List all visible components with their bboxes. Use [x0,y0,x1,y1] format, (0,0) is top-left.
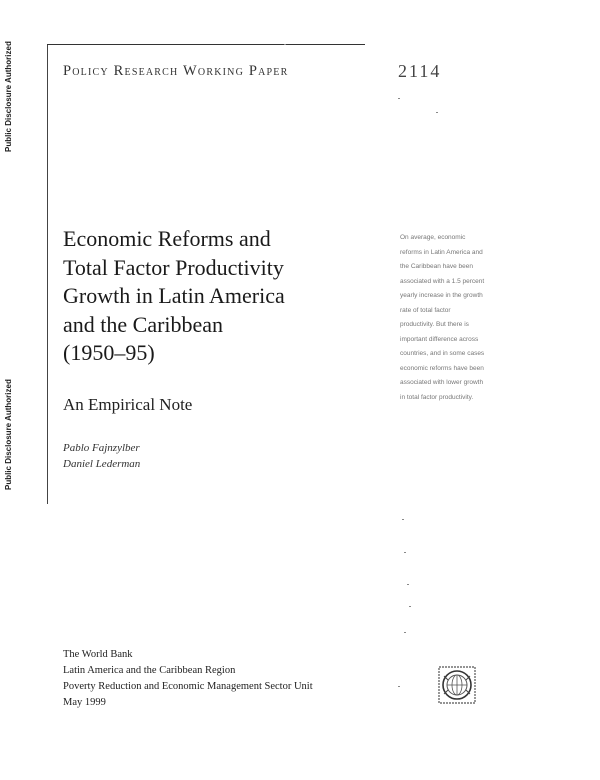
scan-speck [407,584,409,585]
abstract-line: important difference across [400,335,479,343]
paper-subtitle: An Empirical Note [63,395,193,414]
disclosure-stamp-top: Public Disclosure Authorized [4,41,13,152]
title-line: Total Factor Productivity [63,254,284,280]
scan-speck [409,606,411,607]
scan-speck [398,98,400,99]
disclosure-stamp-middle: Public Disclosure Authorized [4,379,13,490]
publisher-line: The World Bank [63,649,133,660]
abstract-line: in total factor productivity. [400,393,474,401]
publisher-line: Latin America and the Caribbean Region [63,665,236,676]
scan-speck [284,44,286,45]
series-title: Policy Research Working Paper [63,63,289,79]
abstract-line: economic reforms have been [400,364,484,372]
author-list [63,440,140,472]
abstract-line: associated with lower growth [400,379,484,386]
title-line: Economic Reforms and [63,226,271,251]
scan-speck [436,112,438,113]
publisher-block [63,647,313,711]
scan-speck [404,552,406,553]
abstract-line: productivity. But there is [400,321,469,328]
header-rule [47,44,365,45]
paper-title [63,225,363,368]
abstract-line: On average, economic [400,234,466,241]
abstract-summary [400,231,540,405]
abstract-line: yearly increase in the growth [400,292,483,299]
publisher-line: May 1999 [63,697,106,708]
author-name: Pablo Fajnzylber [63,442,140,454]
world-bank-seal-icon [438,666,476,704]
scan-speck [402,519,404,520]
scan-speck [398,686,400,687]
abstract-line: associated with a 1.5 percent [400,277,485,285]
title-line: and the Caribbean [63,311,224,337]
abstract-line: reforms in Latin America and [400,248,483,256]
scan-speck [404,632,406,633]
left-margin-rule [47,44,48,504]
title-line: (1950–95) [63,340,155,365]
author-name: Daniel Lederman [63,458,141,470]
publisher-line: Poverty Reduction and Economic Management Sector Unit [63,681,313,692]
title-line: Growth in Latin America [63,283,285,308]
abstract-line: the Caribbean have been [400,263,474,270]
abstract-line: rate of total factor [400,306,451,314]
paper-number: 2114 [398,61,442,81]
abstract-line: countries, and in some cases [400,350,485,357]
